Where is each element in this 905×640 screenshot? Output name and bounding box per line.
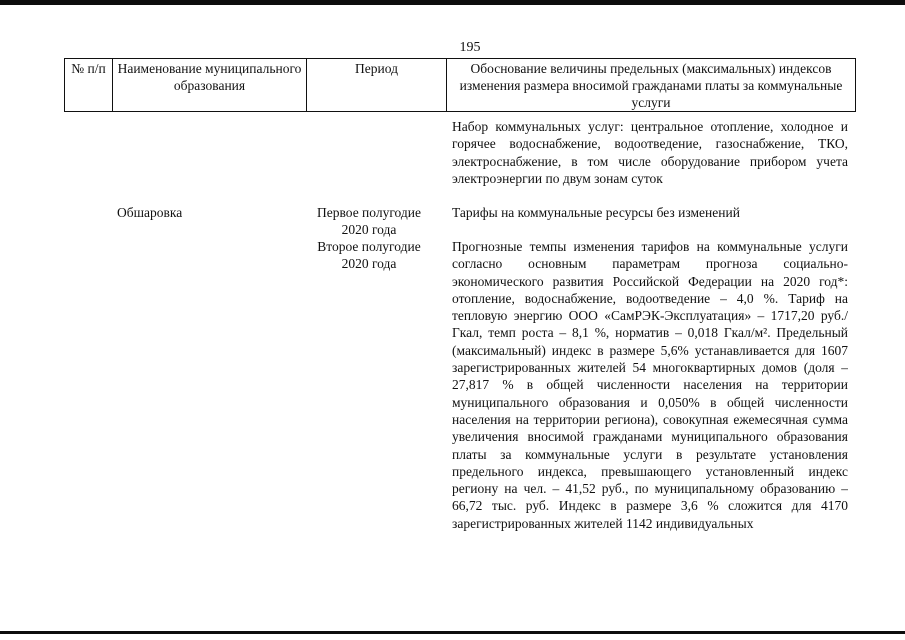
services-description: Набор коммунальных услуг: центральное отопление, холодное и горячее водоснабжение, водоотведение, газоснабжение, ТКО, электроснабжение, в том числе оборудование прибором учета электроэнергии по двум зонам суток xyxy=(452,119,848,186)
header-cell-municipality: Наименование муниципального образования xyxy=(113,59,307,112)
header-cell-period: Период xyxy=(307,59,447,112)
top-border-bar xyxy=(0,0,905,5)
municipality-name: Обшаровка xyxy=(117,205,183,220)
bottom-border-bar xyxy=(0,631,905,634)
header-cell-number: № п/п xyxy=(65,59,113,112)
period-first-half: Первое полугодие 2020 года xyxy=(317,205,421,238)
period-first-half-basis: Тарифы на коммунальные ресурсы без изменений xyxy=(452,205,740,220)
period-second-half-basis: Прогнозные темпы изменения тарифов на коммунальные услуги согласно основным параметрам прогноза социально-экономического развития Российской Федерации на 2020 год*: отопление, водоснабжение, водоотведение – 4,0 %. Тариф на тепловую энергию ООО «СамРЭК-Эксплуатация» – 1717,20 руб./Гкал, темп роста – 8,1 %, норматив – 0,018 Гкал/м². Предельный (максимальный) индекс в размере 5,6% устанавливается для 1607 зарегистрированных жителей 54 многоквартирных домов (доля – 27,817 % в общей численности населения на территории муниципального образования и 0,050% в общей численности населения на территории региона), совокупная ежемесячная сумма увеличения вносимой гражданами муниципального образования платы за коммунальные услуги в результате установления предельного индекса, превышающего установленный индекс региону на чел. – 41,52 руб., по муниципальному образованию – 66,72 тыс. руб. Индекс в размере 3,6 % сложится для 4170 зарегистрированных жителей 1142 индивидуальных xyxy=(452,239,848,531)
period-second-half: Второе полугодие 2020 года xyxy=(317,239,421,272)
header-cell-basis: Обоснование величины предельных (максимальных) индексов изменения размера вносимой гражданами платы за коммунальные услуги xyxy=(447,59,856,112)
table-header xyxy=(64,58,856,112)
page-number: 195 xyxy=(459,40,481,55)
